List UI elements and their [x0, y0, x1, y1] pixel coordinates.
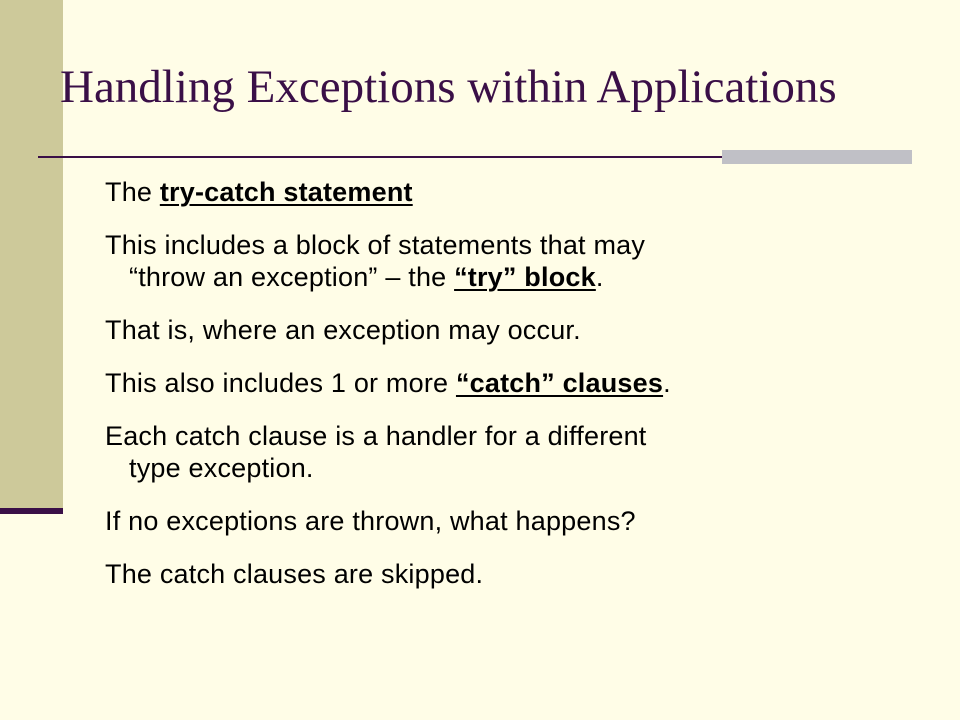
line-text: This also includes 1 or more — [105, 368, 456, 398]
line-text: That is, where an exception may occur. — [105, 315, 581, 345]
line-continuation: type exception. — [129, 453, 314, 483]
line-punct: . — [595, 262, 604, 292]
keyword-try-catch-statement: try-catch statement — [159, 177, 413, 207]
side-bar-decoration — [0, 0, 63, 510]
line-text: The catch clauses are skipped. — [105, 559, 484, 589]
side-accent-line — [0, 508, 63, 514]
bullet-line-4 — [105, 367, 935, 399]
line-text: If no exceptions are thrown, what happens? — [105, 506, 636, 536]
line-continuation — [105, 261, 935, 293]
slide-title: Handling Exceptions within Applications — [60, 61, 837, 113]
line-text: This includes a block of statements that may — [105, 230, 646, 260]
bullet-line-6 — [105, 505, 935, 537]
keyword-try-block: “try” block — [454, 262, 596, 292]
bullet-line-3 — [105, 314, 935, 346]
line-text: “throw an exception” – the — [129, 262, 455, 292]
line-text: The — [105, 177, 160, 207]
title-rule-accent — [722, 150, 912, 164]
bullet-line-5 — [105, 420, 935, 484]
bullet-line-2 — [105, 229, 935, 293]
bullet-line-1 — [105, 176, 935, 208]
line-text: Each catch clause is a handler for a different — [105, 421, 647, 451]
bullet-line-7 — [105, 558, 935, 590]
line-punct: . — [663, 368, 671, 398]
keyword-catch-clauses: “catch” clauses — [455, 368, 664, 398]
slide-body — [105, 176, 935, 611]
